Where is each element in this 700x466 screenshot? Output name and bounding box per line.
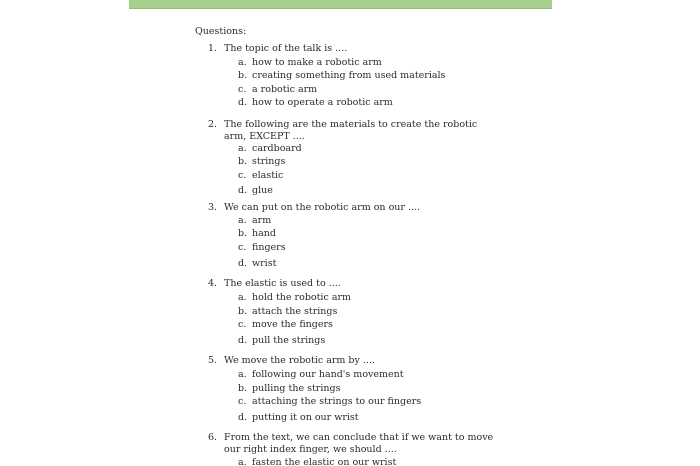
option-text: how to make a robotic arm: [252, 57, 382, 68]
option-letter: c.: [238, 242, 247, 253]
option-text: hold the robotic arm: [252, 292, 352, 303]
question-number: 4.: [208, 278, 218, 289]
question-text: From the text, we can conclude that if we want to move our right index finger, we should ....: [224, 432, 494, 455]
option-letter: b.: [238, 306, 248, 317]
option-letter: a.: [238, 143, 247, 154]
option-letter: d.: [238, 185, 248, 196]
option-text: creating something from used materials: [252, 70, 446, 81]
option-text: strings: [252, 156, 286, 167]
option-letter: d.: [238, 258, 248, 269]
option-text: a robotic arm: [252, 84, 318, 95]
option-letter: a.: [238, 292, 247, 303]
option-letter: a.: [238, 215, 247, 226]
option-text: cardboard: [252, 143, 302, 154]
option-letter: c.: [238, 319, 247, 330]
option-text: how to operate a robotic arm: [252, 97, 393, 108]
option-text: attach the strings: [252, 306, 338, 317]
question-number: 6.: [208, 432, 218, 443]
option-text: attaching the strings to our fingers: [252, 396, 422, 407]
questions-heading: Questions:: [195, 26, 247, 37]
option-text: arm: [252, 215, 272, 226]
question-number: 1.: [208, 43, 218, 54]
option-letter: b.: [238, 70, 248, 81]
option-text: elastic: [252, 170, 284, 181]
option-letter: b.: [238, 383, 248, 394]
question-number: 3.: [208, 202, 218, 213]
option-text: fasten the elastic on our wrist: [252, 457, 397, 466]
option-text: pull the strings: [252, 335, 326, 346]
question-text: The following are the materials to create the robotic arm, EXCEPT ....: [224, 119, 478, 142]
option-letter: c.: [238, 170, 247, 181]
option-letter: d.: [238, 97, 248, 108]
option-text: hand: [252, 228, 276, 239]
question-number: 2.: [208, 119, 218, 130]
option-letter: a.: [238, 57, 247, 68]
question-number: 5.: [208, 355, 218, 366]
question-text: The elastic is used to ....: [224, 278, 341, 289]
option-letter: b.: [238, 156, 248, 167]
option-letter: c.: [238, 84, 247, 95]
option-text: pulling the strings: [252, 383, 341, 394]
option-letter: a.: [238, 457, 247, 466]
option-letter: b.: [238, 228, 248, 239]
option-letter: a.: [238, 369, 247, 380]
option-text: following our hand's movement: [252, 369, 404, 380]
option-text: move the fingers: [252, 319, 333, 330]
option-letter: d.: [238, 335, 248, 346]
option-text: fingers: [252, 242, 286, 253]
option-letter: c.: [238, 396, 247, 407]
option-text: wrist: [252, 258, 277, 269]
option-text: glue: [252, 185, 273, 196]
question-text: We move the robotic arm by ....: [224, 355, 375, 366]
option-letter: d.: [238, 412, 248, 423]
question-text: The topic of the talk is ....: [224, 43, 348, 54]
question-text: We can put on the robotic arm on our ....: [224, 202, 421, 213]
option-text: putting it on our wrist: [252, 412, 359, 423]
